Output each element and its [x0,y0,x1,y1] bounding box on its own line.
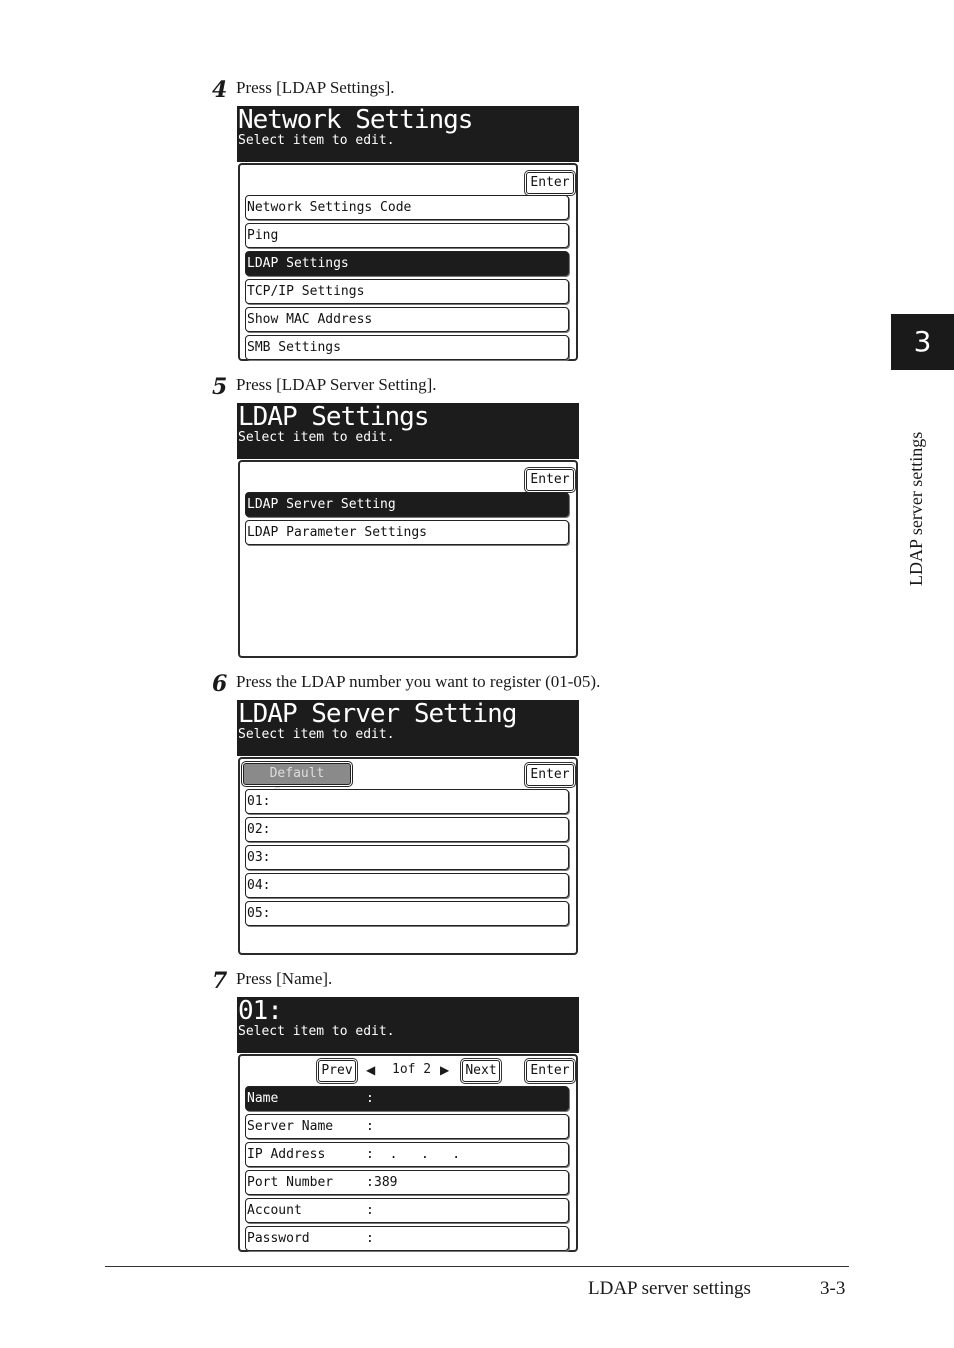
ldap-settings-screen [237,403,579,659]
step-number: 6 [212,671,228,697]
screen-body [238,460,578,658]
screen-title: LDAP Settings [238,402,429,432]
menu-item-label: SMB Settings [247,340,341,355]
field-row-account[interactable] [245,1198,569,1223]
screen-subtitle: Select item to edit. [238,1024,395,1039]
enter-button[interactable]: Enter [526,172,574,194]
screen-body [238,757,578,955]
screen-title: Network Settings [238,105,473,135]
step-number: 5 [212,374,228,400]
slot-label: 02: [247,822,271,837]
menu-item-label: Ping [247,228,279,243]
menu-item-label: TCP/IP Settings [247,284,365,299]
screen-header [237,106,579,162]
screen-body [238,163,578,361]
screen-body [238,1054,578,1252]
slot-label: 04: [247,878,271,893]
screen-subtitle: Select item to edit. [238,430,395,445]
ldap-server-setting-screen [237,700,579,956]
slot-label: 05: [247,906,271,921]
footer-title: LDAP server settings [588,1278,751,1299]
field-separator: : [366,1175,374,1190]
ldap-server-01-screen [237,997,579,1253]
right-triangle-icon[interactable]: ▶ [440,1063,450,1077]
screen-header [237,403,579,459]
page-number: 3-3 [820,1278,846,1299]
screen-subtitle: Select item to edit. [238,727,395,742]
field-row-ip-address[interactable] [245,1142,569,1167]
field-row-name[interactable] [245,1086,569,1111]
ldap-slot-02[interactable] [245,817,569,842]
field-row-server-name[interactable] [245,1114,569,1139]
step-instruction: Press [LDAP Server Setting]. [236,375,437,394]
step-number: 4 [212,77,228,103]
ldap-slot-04[interactable] [245,873,569,898]
network-settings-screen [237,106,579,362]
menu-item-label: LDAP Settings [247,256,349,271]
enter-button[interactable]: Enter [526,469,574,491]
page-indicator: 1of 2 [392,1062,432,1077]
menu-item-label: Network Settings Code [247,200,412,215]
step-instruction: Press the LDAP number you want to register (01-05). [236,672,601,691]
field-separator: : [366,1231,374,1246]
field-value: . . . [374,1147,461,1162]
screen-subtitle: Select item to edit. [238,133,395,148]
default-server-button[interactable]: Default [243,763,351,785]
field-separator: : [366,1203,374,1218]
field-row-port-number[interactable] [245,1170,569,1195]
field-label: Server Name [247,1119,334,1134]
prev-button[interactable]: Prev [318,1060,356,1082]
field-label: Name [247,1091,279,1106]
menu-item-label: Show MAC Address [247,312,373,327]
menu-item-show-mac-address[interactable] [245,307,569,332]
pagination [240,1056,576,1086]
left-triangle-icon[interactable]: ◀ [366,1063,376,1077]
enter-button[interactable]: Enter [526,764,574,786]
field-label: Password [247,1231,310,1246]
footer-divider [105,1266,849,1267]
step-instruction: Press [Name]. [236,969,333,988]
enter-button[interactable]: Enter [526,1060,574,1082]
menu-item-tcp-ip-settings[interactable] [245,279,569,304]
field-label: IP Address [247,1147,326,1162]
ldap-slot-01[interactable] [245,789,569,814]
field-value: 389 [374,1175,398,1190]
screen-title: LDAP Server Setting [238,699,517,729]
menu-item-smb-settings[interactable] [245,335,569,360]
screen-header [237,997,579,1053]
menu-item-ldap-settings[interactable] [245,251,569,276]
screen-header [237,700,579,756]
field-label: Port Number [247,1175,334,1190]
ldap-slot-05[interactable] [245,901,569,926]
step-number: 7 [212,968,228,994]
menu-item-network-settings-code[interactable] [245,195,569,220]
field-label: Account [247,1203,302,1218]
slot-label: 03: [247,850,271,865]
field-separator: : [366,1147,374,1162]
next-button[interactable]: Next [462,1060,500,1082]
slot-label: 01: [247,794,271,809]
menu-item-ldap-parameter-settings[interactable] [245,520,569,545]
chapter-section-label: LDAP server settings [906,431,926,586]
field-separator: : [366,1119,374,1134]
menu-item-ldap-server-setting[interactable] [245,492,569,517]
menu-item-ping[interactable] [245,223,569,248]
field-row-password[interactable] [245,1226,569,1251]
chapter-tab: 3 [891,314,954,370]
ldap-slot-03[interactable] [245,845,569,870]
field-separator: : [366,1091,374,1106]
menu-item-label: LDAP Parameter Settings [247,525,428,540]
menu-item-label: LDAP Server Setting [247,497,396,512]
step-instruction: Press [LDAP Settings]. [236,78,395,97]
screen-title: 01: [238,996,282,1026]
